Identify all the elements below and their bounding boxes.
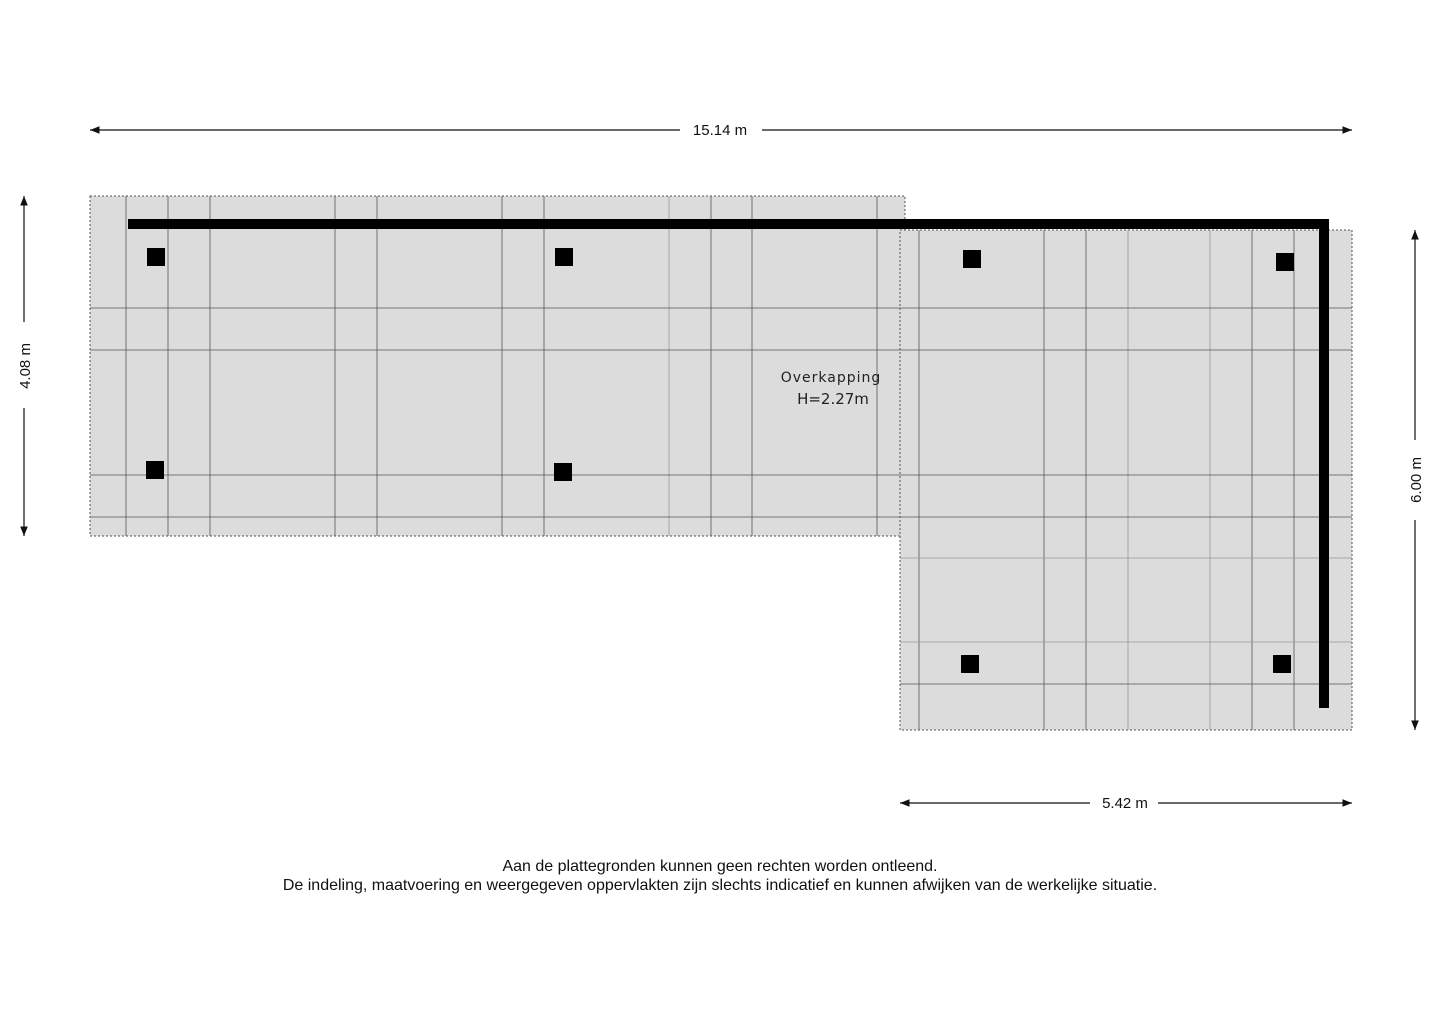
room-height: H=2.27m xyxy=(797,390,869,408)
dimension-bottom-label: 5.42 m xyxy=(1102,795,1148,812)
dimension-left-label: 4.08 m xyxy=(17,343,34,389)
post xyxy=(147,248,165,266)
post xyxy=(961,655,979,673)
post xyxy=(554,463,572,481)
disclaimer-line-1: Aan de plattegronden kunnen geen rechten worden ontleend. xyxy=(502,858,938,875)
dimension-top-label: 15.14 m xyxy=(692,122,748,139)
post xyxy=(555,248,573,266)
post xyxy=(1276,253,1294,271)
room-name: Overkapping xyxy=(780,370,882,386)
floor-area xyxy=(90,196,1352,730)
post xyxy=(1273,655,1291,673)
disclaimer-line-2: De indeling, maatvoering en weergegeven oppervlakten zijn slechts indicatief en kunnen afwijken van de werkelijke situatie. xyxy=(282,877,1158,894)
post xyxy=(146,461,164,479)
post xyxy=(963,250,981,268)
dimension-right-label: 6.00 m xyxy=(1408,457,1425,503)
